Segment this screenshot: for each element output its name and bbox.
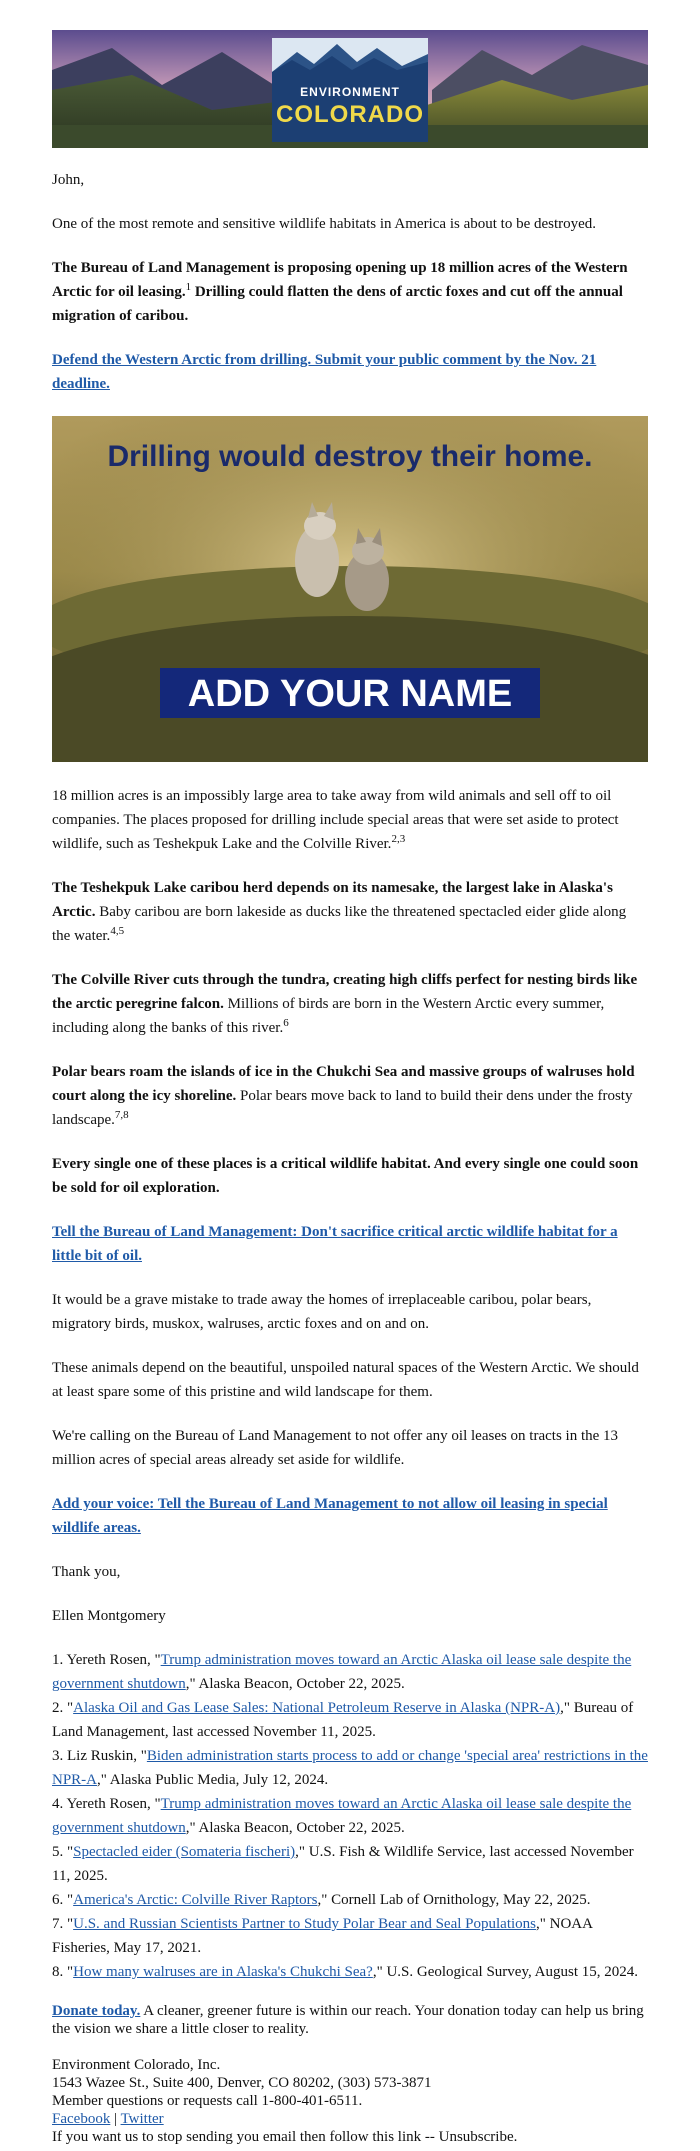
polar-paragraph <box>52 1060 648 1132</box>
hero-headline: Drilling would destroy their home. <box>107 440 593 473</box>
teshekpuk-paragraph <box>52 876 648 948</box>
greeting: John, <box>52 172 85 188</box>
reference-link[interactable]: Biden administration starts process to add or change 'special area' restrictions in the NPR-A <box>52 1748 648 1788</box>
reference-link[interactable]: U.S. and Russian Scientists Partner to Study Polar Bear and Seal Populations <box>73 1916 537 1932</box>
footnote-1: 1 <box>185 281 192 293</box>
donate-section <box>52 2002 648 2038</box>
footnote-2-3: 2,3 <box>391 833 406 845</box>
email-body <box>52 0 648 2146</box>
cta-defend-link[interactable]: Defend the Western Arctic from drilling. Submit your public comment by the Nov. 21 deadline. <box>52 352 597 392</box>
every-bold: Every single one of these places is a critical wildlife habitat. And every single one could soon be sold for oil exploration. <box>52 1156 639 1196</box>
teshekpuk-bold: The Teshekpuk Lake caribou herd depends on its namesake, the largest lake in Alaska's Arctic. <box>52 880 613 920</box>
footer-org: Environment Colorado, Inc. <box>52 2057 221 2073</box>
logo-line-colorado: COLORADO <box>276 101 424 128</box>
thanks: Thank you, <box>52 1564 121 1580</box>
donate-text: A cleaner, greener future is within our reach. Your donation today can help us bring the vision we share a little closer to reality. <box>52 2003 644 2037</box>
every-paragraph <box>52 1152 648 1200</box>
blm-paragraph <box>52 256 648 328</box>
calling-paragraph: We're calling on the Bureau of Land Management to not offer any oil leases on tracts in the 13 million acres of special areas already set aside for wildlife. <box>52 1428 619 1468</box>
reference-item: 4. Yereth Rosen, "Trump administration moves toward an Arctic Alaska oil lease sale despite the government shutdown," Alaska Beacon, October 22, 2025. <box>52 1796 632 1836</box>
footnote-6: 6 <box>283 1017 289 1029</box>
donate-today-link[interactable]: Donate today. <box>52 2003 141 2019</box>
polar-text: Polar bears move back to land to build their dens under the frosty landscape. <box>52 1088 633 1128</box>
blm-bold-a: The Bureau of Land Management is proposing opening up 18 million acres of the Western Arctic for oil leasing. <box>52 260 628 300</box>
colville-text: Millions of birds are born in the Western Arctic every summer, including along the banks of this river. <box>52 996 605 1036</box>
footnote-4-5: 4,5 <box>110 925 125 937</box>
reference-item: 1. Yereth Rosen, "Trump administration moves toward an Arctic Alaska oil lease sale despite the government shutdown," Alaska Beacon, October 22, 2025. <box>52 1652 632 1692</box>
footer-member: Member questions or requests call 1-800-401-6511. <box>52 2093 363 2109</box>
footnote-7-8: 7,8 <box>114 1109 129 1121</box>
reference-item: 8. "How many walruses are in Alaska's Chukchi Sea?," U.S. Geological Survey, August 15, 2024. <box>52 1964 638 1980</box>
twitter-link[interactable]: Twitter <box>120 2111 164 2127</box>
add-your-name-button-label[interactable]: ADD YOUR NAME <box>187 673 513 715</box>
reference-link[interactable]: Trump administration moves toward an Arctic Alaska oil lease sale despite the government shutdown <box>52 1796 632 1836</box>
colville-paragraph <box>52 968 648 1040</box>
polar-bold: Polar bears roam the islands of ice in the Chukchi Sea and massive groups of walruses hold court along the icy shoreline. <box>52 1064 635 1104</box>
footer-unsubscribe[interactable]: If you want us to stop sending you email then follow this link -- Unsubscribe. <box>52 2129 518 2145</box>
facebook-link[interactable]: Facebook <box>52 2111 111 2127</box>
header-banner <box>52 30 648 148</box>
grave-paragraph: It would be a grave mistake to trade away the homes of irreplaceable caribou, polar bears, migratory birds, muskox, walruses, arctic foxes and on and on. <box>52 1292 592 1332</box>
reference-item: 7. "U.S. and Russian Scientists Partner to Study Polar Bear and Seal Populations," NOAA Fisheries, May 17, 2021. <box>52 1916 593 1956</box>
cta-add-your-voice-link[interactable]: Add your voice: Tell the Bureau of Land Management to not allow oil leasing in special wildlife areas. <box>52 1496 608 1536</box>
reference-link[interactable]: Alaska Oil and Gas Lease Sales: National Petroleum Reserve in Alaska (NPR-A) <box>73 1700 561 1716</box>
logo-line-environment: ENVIRONMENT <box>300 85 400 99</box>
footer-social <box>52 2110 648 2128</box>
cta-dont-sacrifice-link[interactable]: Tell the Bureau of Land Management: Don't sacrifice critical arctic wildlife habitat for a little bit of oil. <box>52 1224 618 1264</box>
intro-paragraph: One of the most remote and sensitive wildlife habitats in America is about to be destroyed. <box>52 216 597 232</box>
references-list <box>52 1648 648 1984</box>
footer-address: 1543 Wazee St., Suite 400, Denver, CO 80202, (303) 573-3871 <box>52 2075 432 2091</box>
footer <box>52 2056 648 2146</box>
reference-item: 3. Liz Ruskin, "Biden administration starts process to add or change 'special area' restrictions in the NPR-A," Alaska Public Media, July 12, 2024. <box>52 1748 648 1788</box>
blm-bold-b: Drilling could flatten the dens of arctic foxes and cut off the annual migration of caribou. <box>52 284 623 324</box>
reference-item: 2. "Alaska Oil and Gas Lease Sales: National Petroleum Reserve in Alaska (NPR-A)," Bureau of Land Management, last accessed November 11, 2025. <box>52 1700 634 1740</box>
reference-link[interactable]: America's Arctic: Colville River Raptors <box>73 1892 318 1908</box>
acres-paragraph <box>52 784 648 856</box>
teshekpuk-text: Baby caribou are born lakeside as ducks like the threatened spectacled eider glide along the water. <box>52 904 627 944</box>
colville-bold: The Colville River cuts through the tundra, creating high cliffs perfect for nesting birds like the arctic peregrine falcon. <box>52 972 638 1012</box>
signature: Ellen Montgomery <box>52 1608 166 1624</box>
depend-paragraph: These animals depend on the beautiful, unspoiled natural spaces of the Western Arctic. We should at least spare some of this pristine and wild landscape for them. <box>52 1360 639 1400</box>
acres-text: 18 million acres is an impossibly large area to take away from wild animals and sell off to oil companies. The places proposed for drilling include special areas that were set aside to protect wildlife, such as Teshekpuk Lake and the Colville River. <box>52 788 619 852</box>
reference-link[interactable]: Trump administration moves toward an Arctic Alaska oil lease sale despite the government shutdown <box>52 1652 632 1692</box>
social-separator: | <box>110 2111 121 2127</box>
reference-link[interactable]: How many walruses are in Alaska's Chukchi Sea? <box>73 1964 373 1980</box>
reference-item: 6. "America's Arctic: Colville River Raptors," Cornell Lab of Ornithology, May 22, 2025. <box>52 1892 591 1908</box>
reference-link[interactable]: Spectacled eider (Somateria fischeri) <box>73 1844 296 1860</box>
reference-item: 5. "Spectacled eider (Somateria fischeri)," U.S. Fish & Wildlife Service, last accessed November 11, 2025. <box>52 1844 634 1884</box>
hero-banner-image[interactable] <box>52 416 648 762</box>
